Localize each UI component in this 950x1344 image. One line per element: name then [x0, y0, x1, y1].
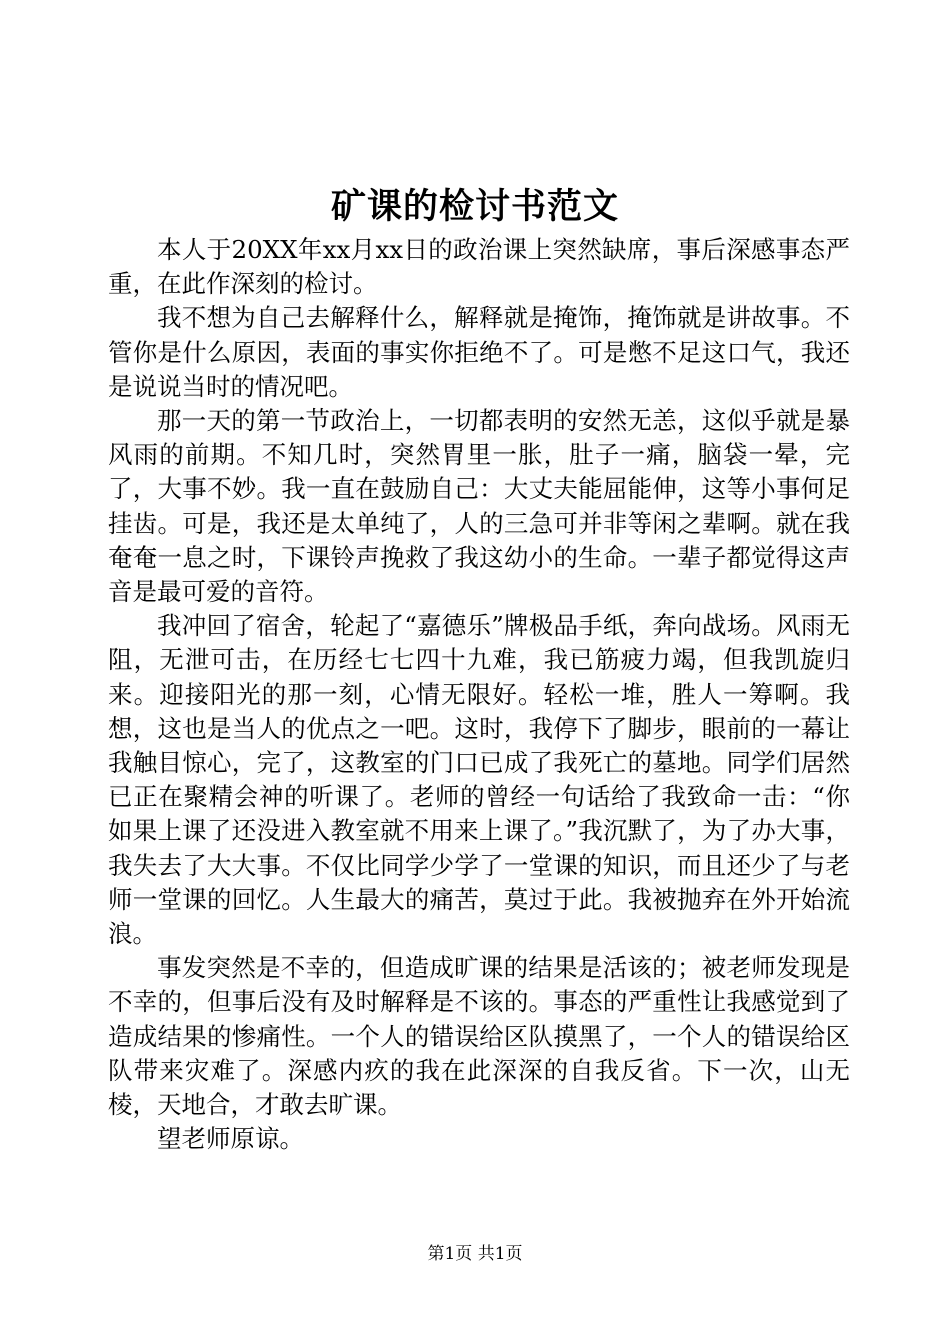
- document-body: [108, 233, 850, 1156]
- page-footer: 第1页 共1页: [427, 1244, 523, 1264]
- paragraph-6: 望老师原谅。: [157, 1124, 304, 1154]
- paragraph-5: 事发突然是不幸的，但造成旷课的结果是活该的；被老师发现是不幸的，但事后没有及时解释是不该的。事态的严重性让我感觉到了造成结果的惨痛性。一个人的错误给区队摸黑了，一个人的错误给区队带来灾难了。深感内疚的我在此深深的自我反省。下一次，山无棱，天地合，才敢去旷课。: [108, 953, 850, 1120]
- paragraph-1: 本人于20XX年xx月xx日的政治课上突然缺席，事后深感事态严重，在此作深刻的检讨。: [108, 235, 850, 299]
- paragraph-3: 那一天的第一节政治上，一切都表明的安然无恙，这似乎就是暴风雨的前期。不知几时，突然胃里一胀，肚子一痛，脑袋一晕，完了，大事不妙。我一直在鼓励自己：大丈夫能屈能伸，这等小事何足挂齿。可是，我还是太单纯了，人的三急可并非等闲之辈啊。就在我奄奄一息之时，下课铃声挽救了我这幼小的生命。一辈子都觉得这声音是最可爱的音符。: [108, 406, 850, 607]
- paragraph-4: 我冲回了宿舍，轮起了“嘉德乐”牌极品手纸，奔向战场。风雨无阻，无泄可击，在历经七七四十九难，我已筋疲力竭，但我凯旋归来。迎接阳光的那一刻，心情无限好。轻松一堆，胜人一筹啊。我想，这也是当人的优点之一吧。这时，我停下了脚步，眼前的一幕让我触目惊心，完了，这教室的门口已成了我死亡的墓地。同学们居然已正在聚精会神的听课了。老师的曾经一句话给了我致命一击：“你如果上课了还没进入教室就不用来上课了。”我沉默了，为了办大事，我失去了大大事。不仅比同学少学了一堂课的知识，而且还少了与老师一堂课的回忆。人生最大的痛苦，莫过于此。我被抛弃在外开始流浪。: [108, 611, 850, 949]
- paragraph-2: 我不想为自己去解释什么，解释就是掩饰，掩饰就是讲故事。不管你是什么原因，表面的事实你拒绝不了。可是憋不足这口气，我还是说说当时的情况吧。: [108, 303, 850, 401]
- document-title: 矿课的检讨书范文: [330, 186, 619, 227]
